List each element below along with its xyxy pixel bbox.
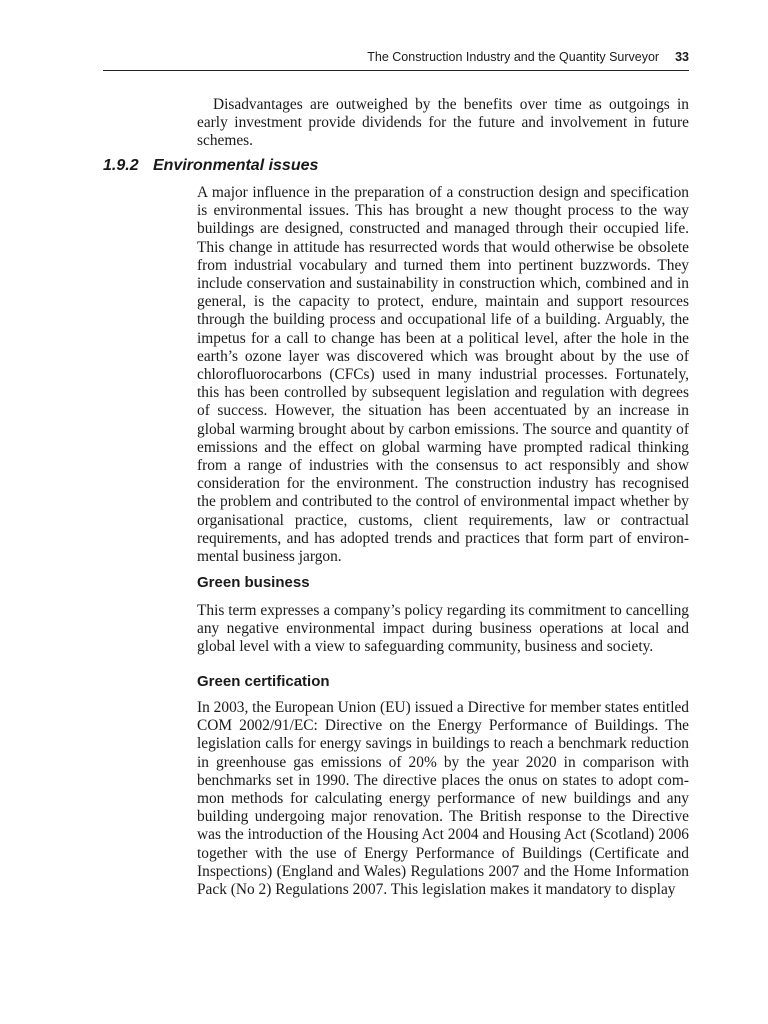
- section-number: 1.9.2: [103, 157, 139, 174]
- section-title: Environmental issues: [153, 157, 319, 174]
- green-business-heading: Green business: [197, 574, 310, 591]
- running-title: The Construction Industry and the Quantity Surveyor: [367, 50, 660, 64]
- green-business-paragraph: This term expresses a company’s policy regarding its commitment to cancelling any negative environmental impact during business operations at local and global level with a view to safeguarding community, business and society.: [197, 602, 689, 656]
- green-certification-heading: Green certification: [197, 673, 330, 690]
- section-heading: [103, 156, 318, 176]
- environmental-issues-paragraph: A major influence in the preparation of a construction design and specification is environmental issues. This has brought a new thought process to the way buildings are designed, constructed and managed through their occupied life. This change in attitude has resurrected words that would otherwise be obsolete from industrial vocabulary and turned them into pertinent buzzwords. They include conservation and sustainability in construction which, combined and in general, is the capacity to protect, endure, maintain and support resources through the building process and occupational life of a building. Arguably, the impetus for a call to change has been at a political level, after the hole in the earth’s ozone layer was discovered which was brought about by the use of chlorofluorocarbons (CFCs) used in many industrial processes. Fortunately, this has been controlled by subsequent legislation and regulation with degrees of success. However, the situation has been accentuated by an increase in global warming brought about by carbon emissions. The source and quantity of emissions and the effect on global warming have prompted radical thinking from a range of industries with the consensus to act responsibly and show consideration for the environment. The construction industry has recognised the problem and contributed to the control of environmental impact whether by organisational practice, customs, client requirements, law or contractual requirements, and has adopted trends and practices that form part of environmental business jargon.: [197, 184, 689, 566]
- green-certification-paragraph: In 2003, the European Union (EU) issued a Directive for member states entitled COM 2002/91/EC: Directive on the Energy Performance of Buildings. The legislation calls for energy savings in buildings to reach a benchmark reduction in greenhouse gas emissions of 20% by the year 2020 in comparison with benchmarks set in 1990. The directive places the onus on states to adopt common methods for calculating energy performance of new buildings and any building undergoing major renovation. The British response to the Directive was the introduction of the Housing Act 2004 and Housing Act (Scotland) 2006 together with the use of Energy Performance of Buildings (Certificate and Inspections) (England and Wales) Regulations 2007 and the Home Information Pack (No 2) Regulations 2007. This legislation makes it mandatory to display: [197, 699, 689, 899]
- intro-paragraph: Disadvantages are outweighed by the benefits over time as outgoings in early investment provide dividends for the future and involvement in future schemes.: [197, 96, 689, 150]
- running-header: [103, 48, 689, 66]
- page-number: 33: [675, 50, 689, 64]
- header-rule: [103, 70, 689, 71]
